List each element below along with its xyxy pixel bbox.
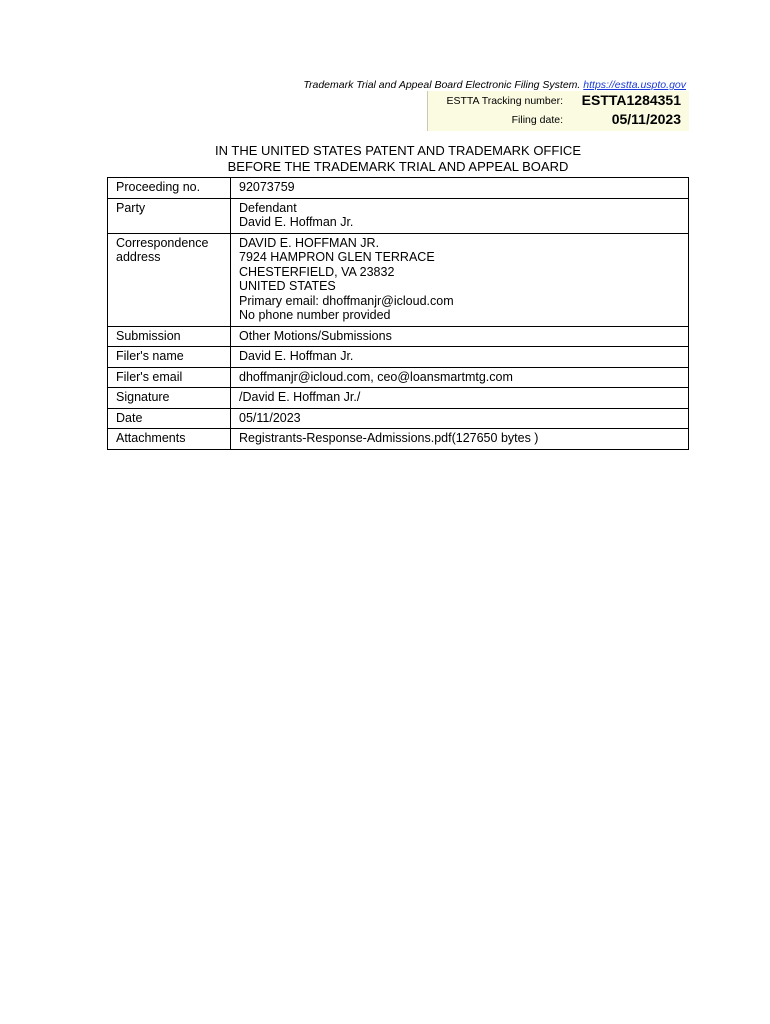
address-city: CHESTERFIELD, VA 23832 <box>239 264 395 279</box>
party-name: David E. Hoffman Jr. <box>239 215 354 229</box>
party-role: Defendant <box>239 200 297 215</box>
table-row <box>108 198 689 233</box>
filing-date: 05/11/2023 <box>611 111 681 127</box>
party-value <box>231 198 689 233</box>
filing-system-header <box>300 79 686 91</box>
filers-name-label: Filer's name <box>108 347 231 368</box>
court-heading-line-2: BEFORE THE TRADEMARK TRIAL AND APPEAL BOARD <box>227 159 569 174</box>
table-row <box>108 429 689 450</box>
table-row <box>108 178 689 199</box>
correspondence-address <box>231 233 689 326</box>
filing-date-label: Filing date: <box>511 114 563 126</box>
attachments-label: Attachments <box>108 429 231 450</box>
date-label: Date <box>108 408 231 429</box>
tracking-box <box>427 91 689 131</box>
signature-value: /David E. Hoffman Jr./ <box>231 388 689 409</box>
correspondence-label <box>108 233 231 326</box>
table-row <box>108 326 689 347</box>
attachments-value: Registrants-Response-Admissions.pdf(127650 bytes ) <box>231 429 689 450</box>
submission-value: Other Motions/Submissions <box>231 326 689 347</box>
address-country: UNITED STATES <box>239 279 336 293</box>
party-label: Party <box>108 198 231 233</box>
table-row <box>108 233 689 326</box>
address-email: Primary email: dhoffmanjr@icloud.com <box>239 293 454 308</box>
table-row <box>108 408 689 429</box>
date-value: 05/11/2023 <box>231 408 689 429</box>
estta-link[interactable]: https://estta.uspto.gov <box>583 79 686 91</box>
filers-email-value: dhoffmanjr@icloud.com, ceo@loansmartmtg.com <box>231 367 689 388</box>
tracking-number-label: ESTTA Tracking number: <box>446 95 563 107</box>
address-street: 7924 HAMPRON GLEN TERRACE <box>239 250 435 264</box>
table-row <box>108 367 689 388</box>
court-heading <box>107 143 689 175</box>
correspondence-label-line-1: Correspondence <box>116 235 209 250</box>
signature-label: Signature <box>108 388 231 409</box>
tracking-number: ESTTA1284351 <box>581 92 681 108</box>
address-name: DAVID E. HOFFMAN JR. <box>239 235 380 250</box>
table-row <box>108 347 689 368</box>
tracking-box-divider <box>427 91 428 131</box>
court-heading-line-1: IN THE UNITED STATES PATENT AND TRADEMARK OFFICE <box>215 143 581 158</box>
address-phone: No phone number provided <box>239 308 391 322</box>
filers-name-value: David E. Hoffman Jr. <box>231 347 689 368</box>
proceeding-number: 92073759 <box>231 178 689 199</box>
correspondence-label-line-2: address <box>116 250 161 264</box>
filers-email-label: Filer's email <box>108 367 231 388</box>
submission-label: Submission <box>108 326 231 347</box>
filing-details-table <box>107 177 689 450</box>
filing-system-text: Trademark Trial and Appeal Board Electronic Filing System. <box>303 79 581 91</box>
table-row <box>108 388 689 409</box>
proceeding-label: Proceeding no. <box>108 178 231 199</box>
